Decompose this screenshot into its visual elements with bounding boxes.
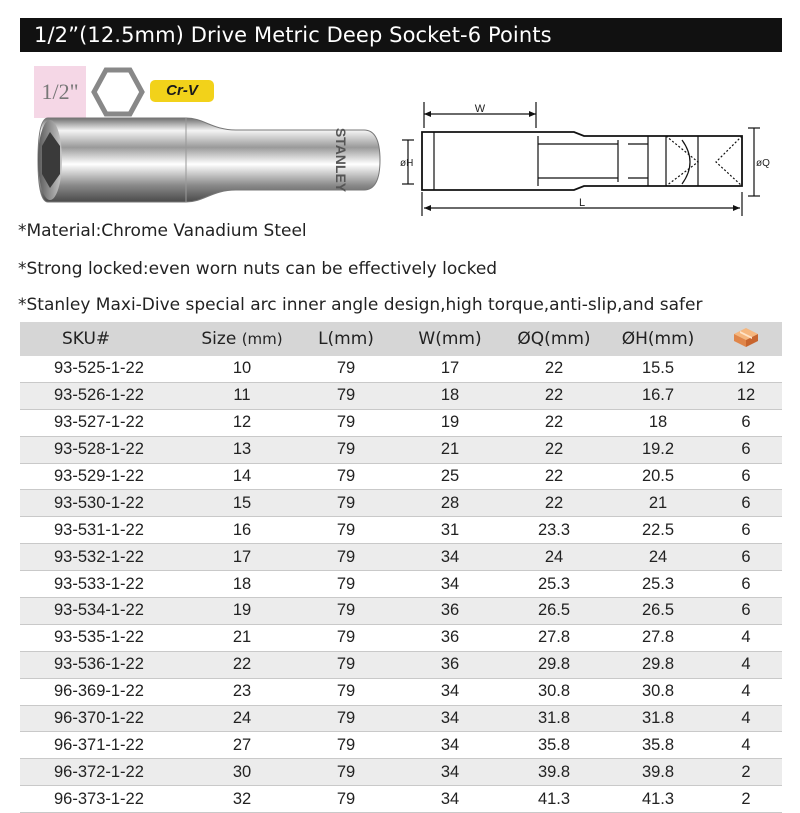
cell-l: 79 (294, 517, 398, 544)
cell-h: 16.7 (606, 382, 710, 409)
table-row (20, 786, 782, 813)
cell-size: 12 (190, 409, 294, 436)
cell-size: 22 (190, 651, 294, 678)
cell-q: 35.8 (502, 732, 606, 759)
cell-w: 34 (398, 705, 502, 732)
table-row (20, 356, 782, 382)
cell-w: 21 (398, 436, 502, 463)
cell-sku: 93-532-1-22 (20, 544, 190, 571)
cell-sku: 96-370-1-22 (20, 705, 190, 732)
header-h: ØH(mm) (606, 322, 710, 356)
cell-size: 27 (190, 732, 294, 759)
cell-h: 19.2 (606, 436, 710, 463)
cell-size: 30 (190, 759, 294, 786)
dimension-diagram (398, 100, 778, 220)
dimension-l-label: L (578, 197, 586, 209)
cell-w: 17 (398, 356, 502, 382)
cell-sku: 93-528-1-22 (20, 436, 190, 463)
cell-h: 31.8 (606, 705, 710, 732)
header-size-label: Size (201, 329, 237, 349)
cell-h: 39.8 (606, 759, 710, 786)
table-row (20, 651, 782, 678)
table-row (20, 544, 782, 571)
cell-w: 34 (398, 786, 502, 813)
table-row (20, 409, 782, 436)
cell-q: 22 (502, 382, 606, 409)
table-row (20, 705, 782, 732)
cell-sku: 93-525-1-22 (20, 356, 190, 382)
header-w: W(mm) (398, 322, 502, 356)
table-row (20, 732, 782, 759)
cell-size: 10 (190, 356, 294, 382)
cell-w: 18 (398, 382, 502, 409)
cell-h: 26.5 (606, 598, 710, 625)
cell-pack: 4 (710, 651, 782, 678)
cell-pack: 2 (710, 759, 782, 786)
header-sku: SKU# (20, 322, 190, 356)
cell-q: 24 (502, 544, 606, 571)
cell-pack: 6 (710, 490, 782, 517)
cell-q: 22 (502, 356, 606, 382)
table-row (20, 382, 782, 409)
cell-w: 36 (398, 624, 502, 651)
cell-size: 16 (190, 517, 294, 544)
cell-w: 34 (398, 571, 502, 598)
cell-h: 24 (606, 544, 710, 571)
cell-sku: 93-534-1-22 (20, 598, 190, 625)
cell-sku: 96-371-1-22 (20, 732, 190, 759)
cell-h: 29.8 (606, 651, 710, 678)
cell-w: 34 (398, 732, 502, 759)
cell-size: 19 (190, 598, 294, 625)
cell-l: 79 (294, 382, 398, 409)
crv-badge: Cr-V (150, 80, 214, 102)
cell-size: 13 (190, 436, 294, 463)
cell-h: 25.3 (606, 571, 710, 598)
cell-l: 79 (294, 678, 398, 705)
socket-photo (36, 108, 382, 212)
cell-sku: 93-531-1-22 (20, 517, 190, 544)
cell-h: 15.5 (606, 356, 710, 382)
header-pack (710, 322, 782, 356)
cell-w: 25 (398, 463, 502, 490)
cell-l: 79 (294, 651, 398, 678)
cell-pack: 12 (710, 382, 782, 409)
cell-l: 79 (294, 705, 398, 732)
cell-size: 18 (190, 571, 294, 598)
cell-sku: 93-535-1-22 (20, 624, 190, 651)
cell-size: 14 (190, 463, 294, 490)
cell-h: 21 (606, 490, 710, 517)
header-size-unit: (mm) (241, 330, 283, 348)
cell-w: 19 (398, 409, 502, 436)
cell-l: 79 (294, 759, 398, 786)
cell-pack: 4 (710, 624, 782, 651)
cell-w: 31 (398, 517, 502, 544)
cell-l: 79 (294, 356, 398, 382)
cell-size: 15 (190, 490, 294, 517)
cell-h: 30.8 (606, 678, 710, 705)
cell-l: 79 (294, 732, 398, 759)
cell-size: 17 (190, 544, 294, 571)
cell-pack: 4 (710, 732, 782, 759)
feature-material: *Material:Chrome Vanadium Steel (18, 221, 307, 241)
cell-l: 79 (294, 571, 398, 598)
table-row (20, 517, 782, 544)
cell-pack: 4 (710, 705, 782, 732)
table-row (20, 678, 782, 705)
cell-q: 22 (502, 409, 606, 436)
cell-sku: 93-526-1-22 (20, 382, 190, 409)
cell-pack: 6 (710, 517, 782, 544)
cell-l: 79 (294, 598, 398, 625)
cell-q: 22 (502, 463, 606, 490)
cell-size: 21 (190, 624, 294, 651)
cell-pack: 12 (710, 356, 782, 382)
cell-q: 25.3 (502, 571, 606, 598)
cell-size: 24 (190, 705, 294, 732)
table-row (20, 598, 782, 625)
box-icon (732, 326, 760, 348)
cell-q: 26.5 (502, 598, 606, 625)
cell-sku: 93-529-1-22 (20, 463, 190, 490)
cell-size: 11 (190, 382, 294, 409)
header-size (190, 322, 294, 356)
cell-q: 31.8 (502, 705, 606, 732)
cell-q: 41.3 (502, 786, 606, 813)
feature-maxi-drive: *Stanley Maxi-Dive special arc inner angle design,high torque,anti-slip,and safer (18, 295, 703, 315)
table-row (20, 759, 782, 786)
brand-engraving: STANLEY (333, 127, 349, 193)
header-q: ØQ(mm) (502, 322, 606, 356)
table-row (20, 624, 782, 651)
cell-size: 32 (190, 786, 294, 813)
cell-q: 22 (502, 436, 606, 463)
header-l: L(mm) (294, 322, 398, 356)
cell-sku: 96-369-1-22 (20, 678, 190, 705)
cell-pack: 2 (710, 786, 782, 813)
dimension-q-label: øQ (756, 158, 770, 169)
cell-pack: 6 (710, 544, 782, 571)
cell-q: 27.8 (502, 624, 606, 651)
cell-l: 79 (294, 544, 398, 571)
drive-size-badge: 1/2" (34, 66, 86, 118)
cell-q: 23.3 (502, 517, 606, 544)
cell-h: 27.8 (606, 624, 710, 651)
cell-sku: 93-533-1-22 (20, 571, 190, 598)
cell-sku: 93-536-1-22 (20, 651, 190, 678)
page-title: 1/2”(12.5mm) Drive Metric Deep Socket-6 Points (20, 18, 782, 52)
cell-l: 79 (294, 624, 398, 651)
cell-w: 28 (398, 490, 502, 517)
spec-table (20, 322, 782, 813)
cell-q: 39.8 (502, 759, 606, 786)
cell-h: 35.8 (606, 732, 710, 759)
cell-q: 30.8 (502, 678, 606, 705)
cell-size: 23 (190, 678, 294, 705)
cell-pack: 6 (710, 463, 782, 490)
cell-sku: 93-530-1-22 (20, 490, 190, 517)
feature-strong-locked: *Strong locked:even worn nuts can be effectively locked (18, 259, 498, 279)
dimension-h-label: øH (400, 158, 414, 169)
table-row (20, 571, 782, 598)
cell-l: 79 (294, 409, 398, 436)
cell-sku: 93-527-1-22 (20, 409, 190, 436)
cell-sku: 96-372-1-22 (20, 759, 190, 786)
cell-q: 29.8 (502, 651, 606, 678)
cell-h: 18 (606, 409, 710, 436)
cell-l: 79 (294, 490, 398, 517)
cell-h: 41.3 (606, 786, 710, 813)
cell-pack: 6 (710, 436, 782, 463)
cell-sku: 96-373-1-22 (20, 786, 190, 813)
table-row (20, 436, 782, 463)
cell-w: 36 (398, 598, 502, 625)
cell-w: 36 (398, 651, 502, 678)
cell-pack: 6 (710, 598, 782, 625)
table-row (20, 463, 782, 490)
table-header-row (20, 322, 782, 356)
table-row (20, 490, 782, 517)
dimension-w-label: W (474, 103, 486, 115)
cell-h: 20.5 (606, 463, 710, 490)
cell-l: 79 (294, 436, 398, 463)
cell-pack: 4 (710, 678, 782, 705)
cell-w: 34 (398, 678, 502, 705)
cell-q: 22 (502, 490, 606, 517)
cell-pack: 6 (710, 571, 782, 598)
cell-pack: 6 (710, 409, 782, 436)
cell-l: 79 (294, 463, 398, 490)
cell-w: 34 (398, 759, 502, 786)
cell-h: 22.5 (606, 517, 710, 544)
cell-w: 34 (398, 544, 502, 571)
cell-l: 79 (294, 786, 398, 813)
